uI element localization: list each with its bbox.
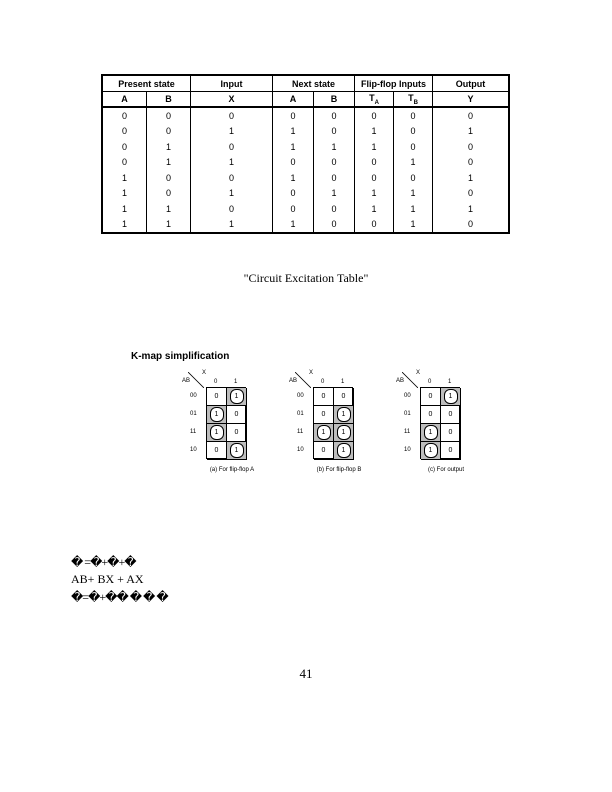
table-cell: 0 [273, 201, 314, 217]
table-cell: 1 [102, 186, 147, 202]
table-cell: 1 [191, 186, 273, 202]
column-header [433, 92, 510, 108]
column-header [147, 92, 191, 108]
table-cell: 0 [394, 124, 433, 140]
table-cell: 0 [355, 170, 394, 186]
table-cell: 1 [433, 201, 510, 217]
column-header-label: A [289, 94, 297, 104]
table-cell: 1 [102, 170, 147, 186]
table-cell: 1 [102, 201, 147, 217]
table-cell: 0 [314, 217, 355, 234]
table-cell: 1 [394, 217, 433, 234]
kmap-row-label: 01 [297, 411, 304, 417]
column-header [102, 92, 147, 108]
kmap-grid [420, 387, 460, 459]
kmap-col-label: 0 [428, 379, 432, 385]
table-cell: 1 [191, 124, 273, 140]
kmap-cell: 1 [334, 406, 354, 424]
table-cell: 1 [355, 124, 394, 140]
kmap-col-label: 1 [448, 379, 452, 385]
table-cell: 1 [314, 186, 355, 202]
column-header [273, 92, 314, 108]
table-cell: 0 [433, 186, 510, 202]
table-row [102, 201, 509, 217]
table-cell: 1 [394, 201, 433, 217]
column-header-label: T [369, 92, 375, 103]
kmap-1 [178, 372, 278, 487]
table-cell: 0 [191, 201, 273, 217]
table-cell: 0 [102, 155, 147, 171]
table-cell: 0 [433, 217, 510, 234]
table-cell: 0 [394, 139, 433, 155]
table-row [102, 107, 509, 124]
equation-line-1: � =�+�+� [71, 555, 136, 569]
kmap-row-label: 10 [404, 447, 411, 453]
kmap-subtitle: (c) For output [427, 467, 464, 473]
table-row [102, 217, 509, 234]
table-row [102, 155, 509, 171]
kmap-cell: 0 [314, 388, 334, 406]
table-cell: 0 [191, 139, 273, 155]
column-header-label: X [228, 94, 235, 104]
table-cell: 0 [314, 201, 355, 217]
table-cell: 0 [147, 124, 191, 140]
kmap-cell: 0 [334, 388, 354, 406]
table-cell: 1 [355, 201, 394, 217]
kmap-x-label: X [309, 370, 314, 376]
kmap-heading: K-map simplification [131, 351, 230, 362]
kmap-row-label: 11 [404, 429, 411, 435]
table-cell: 1 [355, 139, 394, 155]
table-cell: 0 [102, 107, 147, 124]
table-cell: 0 [314, 124, 355, 140]
table-cell: 0 [273, 186, 314, 202]
table-cell: 0 [273, 155, 314, 171]
table-cell: 0 [273, 107, 314, 124]
kmap-cell: 0 [441, 424, 461, 442]
kmap-col-label: 0 [214, 379, 218, 385]
table-cell: 0 [102, 139, 147, 155]
kmap-cell: 1 [441, 388, 461, 406]
kmap-row-label: 00 [297, 393, 304, 399]
column-header-label: A [121, 94, 128, 104]
group-header: Output [433, 75, 510, 92]
table-cell: 0 [147, 170, 191, 186]
table-cell: 1 [355, 186, 394, 202]
group-header: Input [191, 75, 273, 92]
table-cell: 1 [147, 139, 191, 155]
table-cell: 1 [273, 170, 314, 186]
kmap-cell: 1 [421, 424, 441, 442]
kmap-2 [285, 372, 385, 487]
equation-line-3: �=�+�� � � � [71, 590, 168, 604]
table-cell: 1 [102, 217, 147, 234]
table-cell: 0 [433, 107, 510, 124]
kmap-subtitle: (b) For flip-flop B [316, 467, 362, 473]
kmap-cell: 0 [207, 388, 227, 406]
kmap-col-label: 1 [341, 379, 345, 385]
table-cell: 0 [191, 170, 273, 186]
kmap-col-label: 0 [321, 379, 325, 385]
kmap-cell: 1 [227, 388, 247, 406]
table-cell: 0 [394, 170, 433, 186]
kmap-cell: 0 [314, 442, 334, 460]
kmap-cell: 1 [334, 424, 354, 442]
kmap-ab-label: AB [396, 378, 405, 384]
kmap-grid [313, 387, 353, 459]
excitation-table [101, 74, 510, 234]
kmap-grid [206, 387, 246, 459]
column-header [191, 92, 273, 108]
kmap-row-label: 11 [297, 429, 304, 435]
table-row [102, 186, 509, 202]
table-cell: 1 [433, 124, 510, 140]
group-header: Next state [273, 75, 355, 92]
table-cell: 0 [147, 186, 191, 202]
table-cell: 1 [314, 139, 355, 155]
table-caption: "Circuit Excitation Table" [243, 271, 369, 285]
column-header-label: B [330, 94, 338, 104]
kmap-row-label: 00 [404, 393, 411, 399]
kmap-cell: 1 [334, 442, 354, 460]
table-cell: 1 [273, 217, 314, 234]
table-cell: 0 [191, 107, 273, 124]
table-cell: 1 [147, 217, 191, 234]
kmap-cell: 1 [421, 442, 441, 460]
column-header-label: B [165, 94, 172, 104]
kmap-row-label: 10 [297, 447, 304, 453]
kmap-x-label: X [416, 370, 421, 376]
table-cell: 0 [355, 217, 394, 234]
column-header-subscript: A [374, 99, 379, 106]
table-cell: 0 [102, 124, 147, 140]
kmap-cell: 0 [227, 406, 247, 424]
kmap-cell: 0 [421, 388, 441, 406]
column-header-label: Y [467, 94, 474, 104]
kmap-ab-label: AB [289, 378, 298, 384]
table-cell: 1 [433, 170, 510, 186]
kmap-x-label: X [202, 370, 207, 376]
table-cell: 0 [147, 107, 191, 124]
table-cell: 1 [273, 139, 314, 155]
table-cell: 0 [355, 155, 394, 171]
table-cell: 1 [394, 155, 433, 171]
table-cell: 0 [314, 155, 355, 171]
kmap-3 [392, 372, 492, 487]
column-header [314, 92, 355, 108]
kmap-cell: 0 [421, 406, 441, 424]
kmap-cell: 0 [314, 406, 334, 424]
column-header [394, 92, 433, 108]
column-header-label: T [408, 92, 414, 103]
table-cell: 1 [273, 124, 314, 140]
column-header [355, 92, 394, 108]
kmap-row-label: 01 [190, 411, 197, 417]
table-cell: 1 [394, 186, 433, 202]
kmap-row-label: 10 [190, 447, 197, 453]
kmap-row-label: 01 [404, 411, 411, 417]
table-cell: 0 [394, 107, 433, 124]
table-cell: 1 [147, 201, 191, 217]
table-cell: 0 [314, 107, 355, 124]
kmap-cell: 0 [207, 442, 227, 460]
kmap-row-label: 00 [190, 393, 197, 399]
group-header: Present state [102, 75, 191, 92]
page-number: 41 [299, 666, 313, 681]
table-cell: 0 [433, 155, 510, 171]
table-cell: 0 [433, 139, 510, 155]
table-cell: 0 [355, 107, 394, 124]
table-row [102, 139, 509, 155]
table-cell: 1 [191, 217, 273, 234]
table-cell: 1 [191, 155, 273, 171]
column-header-subscript: B [413, 99, 418, 106]
table-cell: 0 [314, 170, 355, 186]
kmap-cell: 0 [441, 442, 461, 460]
kmap-cell: 1 [207, 406, 227, 424]
kmap-cell: 1 [227, 442, 247, 460]
equation-line-2: AB+ BX + AX [71, 572, 144, 586]
kmap-cell: 0 [441, 406, 461, 424]
table-row [102, 170, 509, 186]
kmap-subtitle: (a) For flip-flop A [209, 467, 255, 473]
kmap-cell: 1 [207, 424, 227, 442]
kmap-cell: 0 [227, 424, 247, 442]
kmap-row-label: 11 [190, 429, 197, 435]
group-header: Flip-flop Inputs [355, 75, 433, 92]
kmap-ab-label: AB [182, 378, 191, 384]
kmap-cell: 1 [314, 424, 334, 442]
kmap-col-label: 1 [234, 379, 238, 385]
table-row [102, 124, 509, 140]
table-cell: 1 [147, 155, 191, 171]
